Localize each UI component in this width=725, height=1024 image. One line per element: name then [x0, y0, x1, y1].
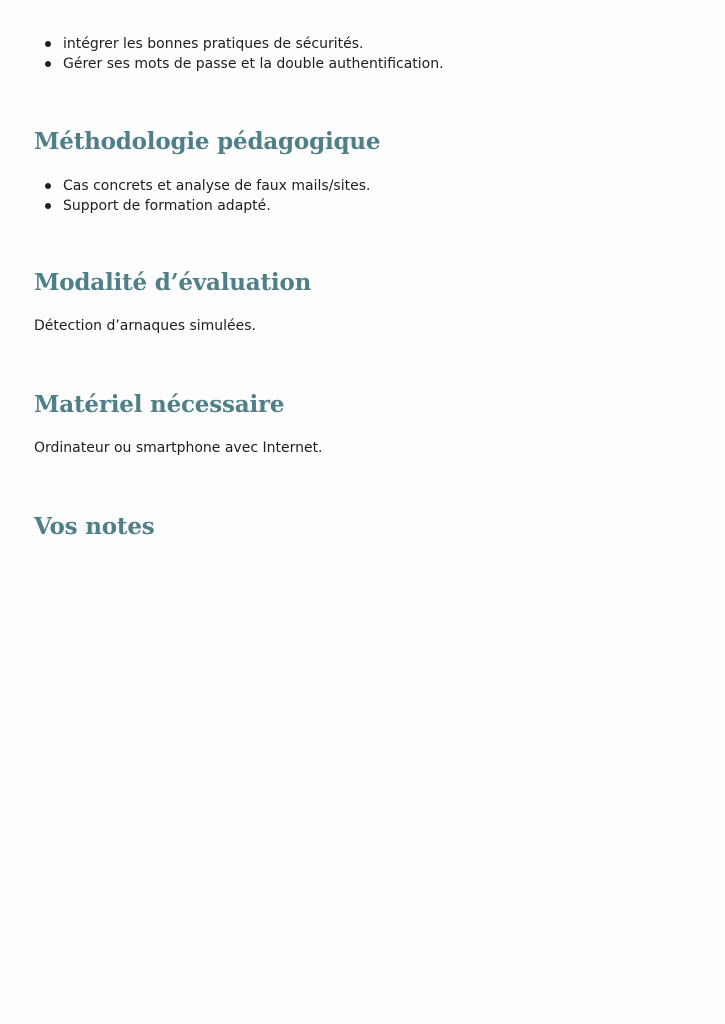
evaluation-text: Détection d’arnaques simulées.: [34, 318, 257, 334]
materiel-text: Ordinateur ou smartphone avec Internet.: [34, 440, 323, 456]
bullet-dot-icon: [45, 183, 51, 189]
bullet-dot-icon: [45, 203, 51, 209]
evaluation-heading: Modalité d’évaluation: [34, 269, 312, 296]
list-item-text: Gérer ses mots de passe et la double authentification.: [63, 56, 444, 72]
list-item: [44, 34, 444, 54]
methodologie-list: [44, 176, 370, 216]
methodologie-heading: Méthodologie pédagogique: [34, 128, 381, 155]
list-item-text: Cas concrets et analyse de faux mails/sites.: [63, 178, 371, 194]
list-item-text: intégrer les bonnes pratiques de sécurités.: [63, 36, 364, 52]
list-item: [44, 176, 370, 196]
bullet-dot-icon: [45, 41, 51, 47]
bullet-dot-icon: [45, 61, 51, 67]
list-item: [44, 54, 444, 74]
notes-heading: Vos notes: [34, 513, 155, 540]
list-item-text: Support de formation adapté.: [63, 198, 271, 214]
materiel-heading: Matériel nécessaire: [34, 391, 285, 418]
list-item: [44, 196, 370, 216]
objectives-list: [44, 34, 444, 74]
